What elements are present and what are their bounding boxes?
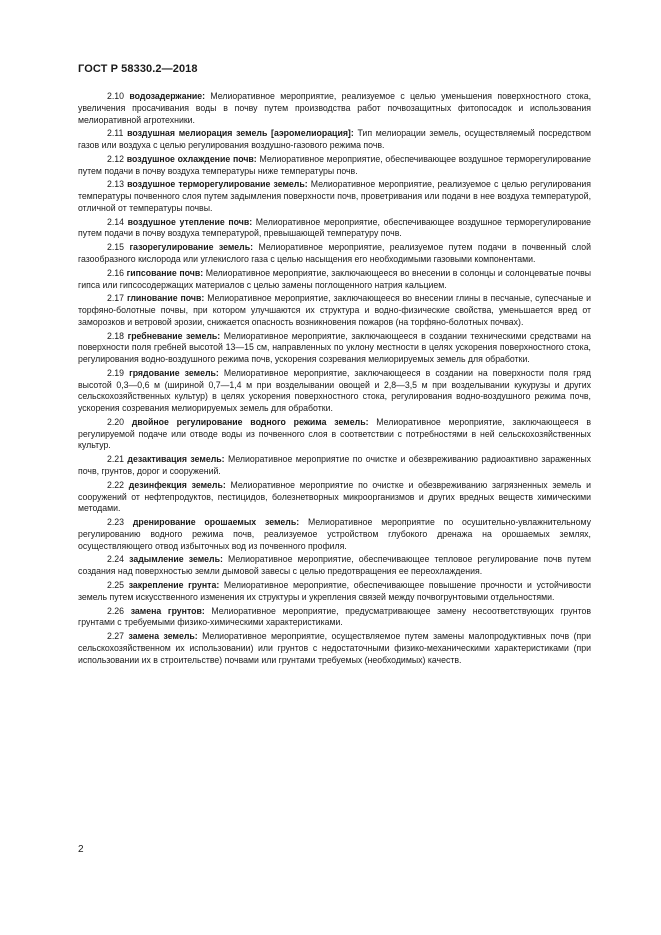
entry-number: 2.27 — [107, 631, 125, 642]
entry-number: 2.19 — [107, 367, 125, 378]
definition-entry — [78, 517, 591, 552]
entry-number: 2.14 — [107, 216, 125, 227]
entry-definition: Мелиоративное мероприятие, заключающееся во внесении глины в песчаные, супесчаные и торфяно-болотные почвы, при котором улучшаются их структура и водно-физические свойства, уменьшается вред от заморозков и ветровой эрозии, снижается опасность возникновения пожаров (на торфяно-болотных почвах). — [78, 293, 592, 327]
definition-entry — [78, 417, 591, 452]
entry-number: 2.26 — [107, 605, 125, 616]
definitions-list — [78, 91, 591, 668]
definition-entry — [78, 217, 591, 241]
entry-term: гипсование почв: — [126, 267, 204, 278]
entry-definition: Мелиоративное мероприятие по очистке и обезвреживанию радиоактивно зараженных почв, грунтов, дорог и сооружений. — [78, 454, 591, 477]
entry-definition: Мелиоративное мероприятие, обеспечивающее повышение прочности и устойчивости земель путем искусственного изменения их структуры и укрепления связей между почвогрунтовыми отдельностями. — [78, 579, 592, 602]
definition-entry — [78, 480, 591, 515]
entry-definition: Тип мелиорации земель, осуществляемый посредством газов или воздуха с целью регулирования воздушно-газового режима почв. — [78, 128, 592, 151]
definition-entry — [78, 631, 591, 666]
entry-definition: Мелиоративное мероприятие, реализуемое с целью уменьшения поверхностного стока, увеличения просачивания воды в почву путем производства работ почвозащитных фитопосадок и использования мелиоративной агротехники. — [78, 91, 592, 125]
entry-number: 2.22 — [107, 479, 125, 490]
entry-number: 2.12 — [107, 153, 125, 164]
entry-definition: Мелиоративное мероприятие, заключающееся в создании техническими средствами на поверхности поля гребней высотой 13—15 см, направленных по уклону местности в целях ускорения поверхностного стока, регулирования водно-воздушного режима почв, ускорения созревания мелиорируемых земель для обработки. — [78, 330, 591, 365]
entry-term: глинование почв: — [126, 293, 205, 304]
entry-definition: Мелиоративное мероприятие по очистке и обезвреживанию загрязненных земель и сооружений от нефтепродуктов, пестицидов, болезнетворных микроорганизмов и других вредных веществ химическими методами. — [78, 479, 592, 514]
entry-term: воздушное охлаждение почв: — [126, 153, 257, 164]
entry-number: 2.16 — [107, 267, 125, 278]
entry-term: задымление земель: — [129, 554, 223, 565]
entry-definition: Мелиоративное мероприятие, заключающееся во внесении в солонцы и солонцеватые почвы гипса или гипсосодержащих материалов с целью замены поглощенного натрия кальцием. — [78, 267, 592, 290]
definition-entry — [78, 128, 591, 152]
entry-term: закрепление грунта: — [128, 579, 220, 590]
entry-number: 2.21 — [107, 454, 125, 465]
entry-number: 2.13 — [107, 179, 125, 190]
entry-term: дренирование орошаемых земель: — [132, 517, 300, 528]
definition-entry — [78, 154, 591, 178]
entry-number: 2.20 — [107, 416, 125, 427]
entry-number: 2.23 — [107, 517, 125, 528]
entry-term: замена грунтов: — [130, 605, 205, 616]
definition-entry — [78, 293, 591, 328]
entry-definition: Мелиоративное мероприятие, обеспечивающее воздушное терморегулирование путем подачи в почву воздуха температурой, превышающей температуру почв. — [78, 216, 591, 239]
entry-definition: Мелиоративное мероприятие, реализуемое с целью регулирования температуры почвенного слоя путем задымления поверхности почв, проветривания или подачи в нее воздуха температурой, отличной от температуры почвы. — [78, 179, 591, 213]
definition-entry — [78, 368, 591, 415]
entry-term: замена земель: — [128, 631, 198, 642]
entry-definition: Мелиоративное мероприятие, обеспечивающее воздушное терморегулирование путем подачи в почву воздуха температуры ниже температуры почв. — [78, 153, 592, 176]
entry-number: 2.11 — [107, 128, 124, 139]
entry-term: воздушное утепление почв: — [127, 216, 253, 227]
entry-term: дезактивация земель: — [127, 454, 225, 465]
entry-term: дезинфекция земель: — [128, 479, 226, 490]
entry-number: 2.24 — [107, 554, 125, 565]
entry-term: гребневание земель: — [127, 330, 221, 341]
entry-number: 2.17 — [107, 293, 125, 304]
entry-number: 2.25 — [107, 579, 125, 590]
definition-entry — [78, 242, 591, 266]
entry-definition: Мелиоративное мероприятие по осушительно-увлажнительному регулированию водного режима почв, реализуемое устройством глубокого дренажа на орошаемых землях, осуществляющего отвод избыточных вод из почвенного профиля. — [78, 517, 591, 551]
definition-entry — [78, 91, 591, 126]
standard-code-header: ГОСТ Р 58330.2—2018 — [78, 63, 198, 75]
definition-entry — [78, 554, 591, 578]
page-number: 2 — [78, 844, 84, 855]
entry-term: газорегулирование земель: — [129, 242, 254, 253]
entry-definition: Мелиоративное мероприятие, осуществляемое путем замены малопродуктивных почв (при сельскохозяйственном их использовании) или грунтов с недостаточными физико-механическими характеристиками (при использовании их в строительстве) почвами или грунтами требуемых (необходимых) качеств. — [78, 631, 591, 665]
definition-entry — [78, 454, 591, 478]
entry-number: 2.10 — [107, 91, 125, 101]
entry-term: водозадержание: — [129, 91, 206, 101]
definition-entry — [78, 331, 591, 366]
entry-definition: Мелиоративное мероприятие, реализуемое путем подачи в почвенный слой газообразного кислорода или углекислого газа с целью насыщения его необходимыми газовыми компонентами. — [78, 242, 591, 264]
entry-term: двойное регулирование водного режима земель: — [131, 416, 369, 427]
entry-term: воздушная мелиорация земель [аэромелиорация]: — [127, 128, 354, 139]
entry-term: грядование земель: — [129, 367, 219, 378]
entry-number: 2.15 — [107, 242, 125, 253]
entry-definition: Мелиоративное мероприятие, обеспечивающее тепловое регулирование почв путем создания над поверхностью земли дымовой завесы с целью предотвращения ее переохлаждения. — [78, 554, 592, 577]
entry-definition: Мелиоративное мероприятие, заключающееся в создании на поверхности поля гряд высотой 0,3—0,6 м (шириной 0,7—1,4 м при возделывании овощей и 2,8—3,5 м при возделывании кукурузы и других сельскохозяйственных культур) в целях ускорения поверхностного стока, регулирования водно-воздушного режима почв, ускорения созревания мелиорируемых земель для обработки. — [78, 367, 591, 414]
definition-entry — [78, 580, 591, 604]
entry-definition: Мелиоративное мероприятие, заключающееся в регулируемой подаче или отводе воды из почвенного слоя в соответствии с потребностями в ней сельскохозяйственных культур. — [78, 416, 591, 451]
entry-term: воздушное терморегулирование земель: — [127, 179, 308, 190]
entry-definition: Мелиоративное мероприятие, предусматривающее замену несоответствующих грунтов грунтами с требуемыми физико-химическими характеристиками. — [78, 605, 592, 628]
entry-number: 2.18 — [107, 330, 125, 341]
definition-entry — [78, 268, 591, 292]
definition-entry — [78, 179, 591, 214]
definition-entry — [78, 606, 591, 630]
